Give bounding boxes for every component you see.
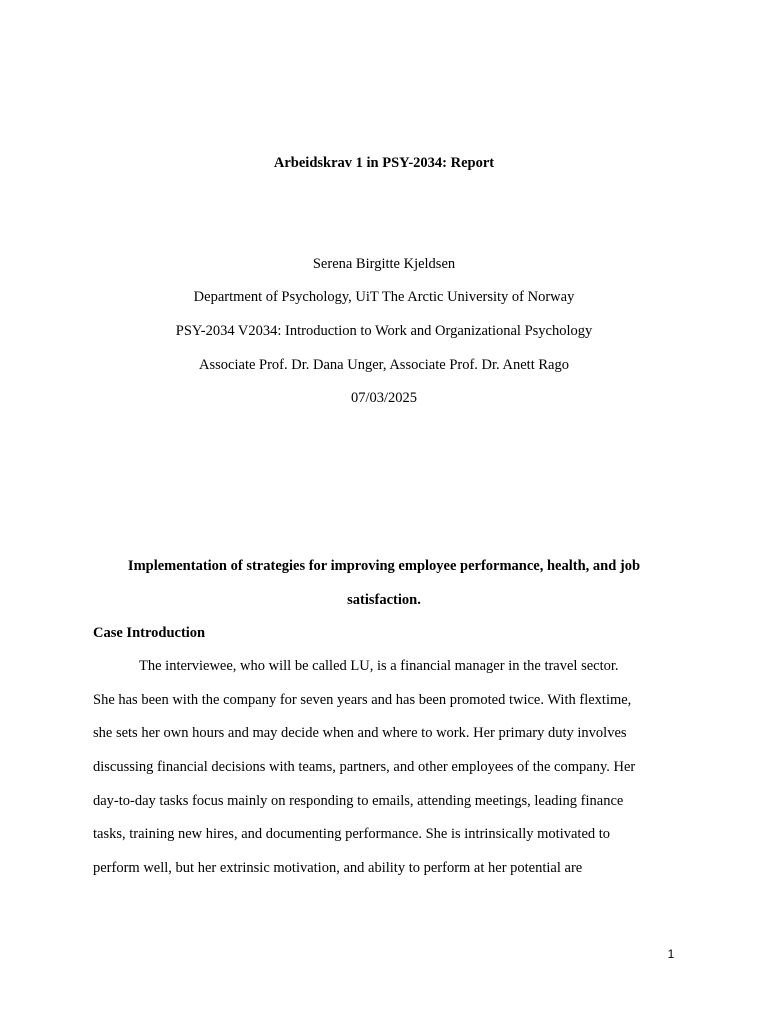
paragraph-line: The interviewee, who will be called LU, is a financial manager in the travel sector. xyxy=(139,658,619,674)
report-title-line: satisfaction. xyxy=(347,592,421,608)
affiliation: Department of Psychology, UiT The Arctic University of Norway xyxy=(193,289,575,305)
instructors: Associate Prof. Dr. Dana Unger, Associate Prof. Dr. Anett Rago xyxy=(199,357,569,373)
document-title: Arbeidskrav 1 in PSY-2034: Report xyxy=(273,155,495,171)
paragraph-line: discussing financial decisions with teams, partners, and other employees of the company. Her xyxy=(93,759,636,775)
course-name: PSY-2034 V2034: Introduction to Work and Organizational Psychology xyxy=(175,323,593,339)
section-heading: Case Introduction xyxy=(93,625,206,641)
paragraph-line: She has been with the company for seven years and has been promoted twice. With flextime, xyxy=(93,692,632,708)
page-number: 1 xyxy=(667,947,675,961)
report-title-line: Implementation of strategies for improving employee performance, health, and job xyxy=(127,558,641,574)
submission-date: 07/03/2025 xyxy=(350,390,418,406)
author-name: Serena Birgitte Kjeldsen xyxy=(312,256,456,272)
paragraph-line: perform well, but her extrinsic motivation, and ability to perform at her potential are xyxy=(93,860,583,876)
paragraph-line: day-to-day tasks focus mainly on responding to emails, attending meetings, leading finance xyxy=(93,793,624,809)
paragraph-line: she sets her own hours and may decide when and where to work. Her primary duty involves xyxy=(93,725,627,741)
paragraph-line: tasks, training new hires, and documenting performance. She is intrinsically motivated to xyxy=(93,826,611,842)
